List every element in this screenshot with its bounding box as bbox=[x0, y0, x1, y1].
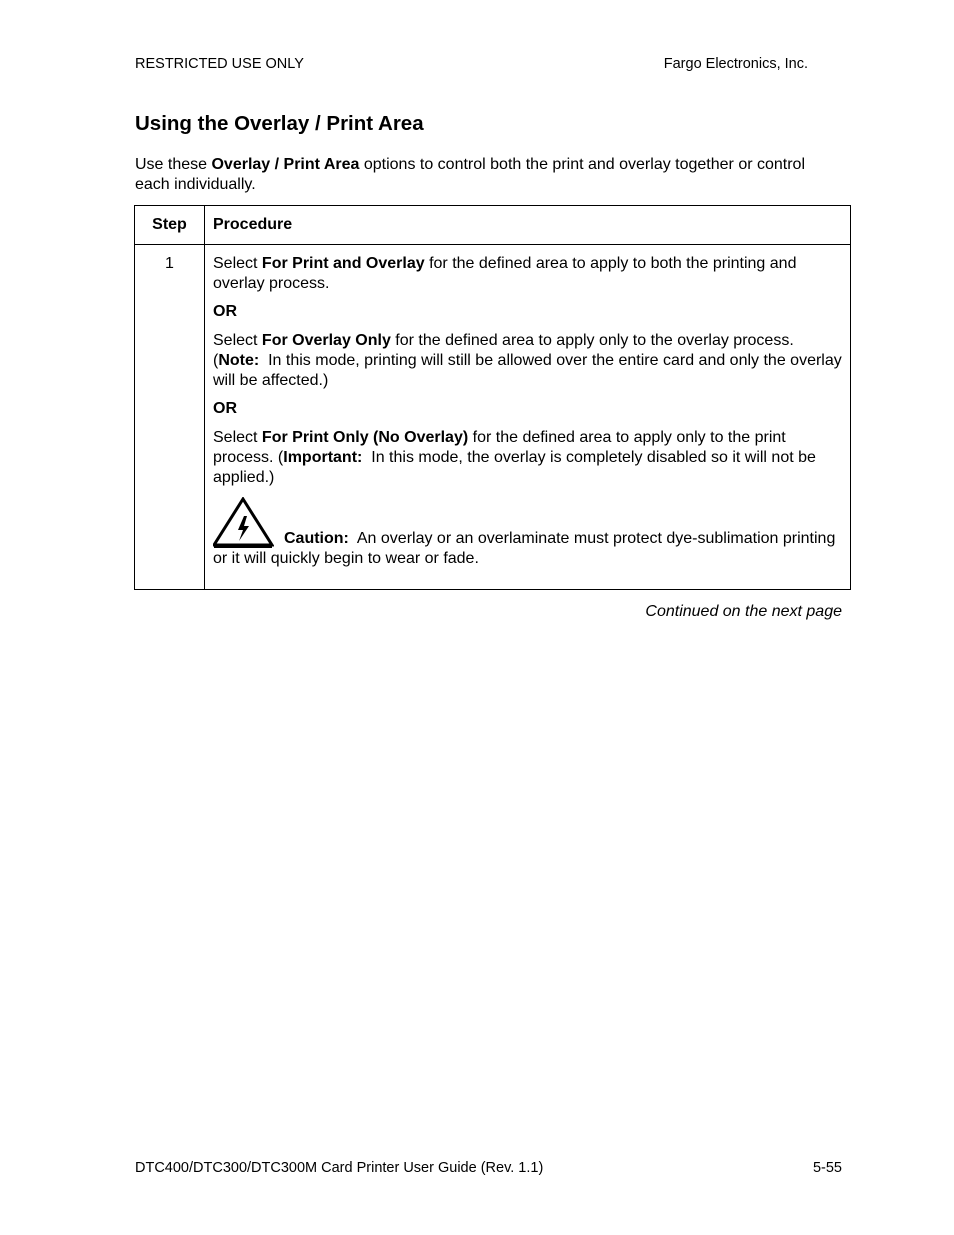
option-overlay-only bbox=[213, 331, 847, 391]
intro-text-bold: Overlay / Print Area bbox=[211, 156, 360, 173]
note-text: In this mode, printing will still be allowed over the entire card and only the overlay will be affected.) bbox=[213, 352, 847, 389]
option3-pre: Select bbox=[213, 429, 262, 446]
option3-mid: for the defined area to apply only to the print process. ( bbox=[213, 429, 786, 466]
intro-text-post: options to control both the print and overlay together or control each individually. bbox=[135, 156, 806, 193]
footer-page-number: 5-55 bbox=[812, 1160, 842, 1176]
intro-text-pre: Use these bbox=[135, 156, 212, 173]
intro-paragraph bbox=[135, 155, 835, 195]
table-header-row bbox=[135, 206, 851, 245]
section-title: Using the Overlay / Print Area bbox=[135, 112, 424, 135]
option2-pre: Select bbox=[213, 332, 262, 349]
important-label: Important: bbox=[283, 449, 363, 466]
option1-bold: For Print and Overlay bbox=[261, 255, 425, 272]
option-print-and-overlay bbox=[213, 254, 842, 294]
important-text: In this mode, the overlay is completely disabled so it will not be applied.) bbox=[213, 449, 821, 486]
procedure-column-header: Procedure bbox=[205, 206, 851, 245]
or-separator: OR bbox=[213, 400, 237, 417]
option1-post: for the defined area to apply to both the printing and overlay process. bbox=[213, 255, 797, 292]
option-print-only bbox=[213, 428, 842, 488]
header-company: Fargo Electronics, Inc. bbox=[663, 56, 808, 72]
option1-pre: Select bbox=[213, 255, 262, 272]
table-row bbox=[135, 245, 851, 590]
caution-block bbox=[213, 497, 842, 569]
procedure-cell bbox=[205, 245, 851, 590]
option2-bold: For Overlay Only bbox=[261, 332, 391, 349]
footer-guide-title: DTC400/DTC300/DTC300M Card Printer User Guide (Rev. 1.1) bbox=[135, 1160, 544, 1176]
or-separator: OR bbox=[213, 303, 237, 320]
header-restricted: RESTRICTED USE ONLY bbox=[135, 56, 304, 72]
caution-label: Caution: bbox=[284, 530, 349, 547]
option3-bold: For Print Only (No Overlay) bbox=[261, 429, 469, 446]
option2-mid: for the defined area to apply only to the overlay process. ( bbox=[213, 332, 794, 369]
continued-note: Continued on the next page bbox=[645, 603, 842, 620]
note-label: Note: bbox=[218, 352, 260, 369]
step-number: 1 bbox=[135, 245, 205, 590]
procedure-table bbox=[134, 205, 851, 590]
electrical-warning-icon bbox=[213, 497, 274, 549]
step-column-header: Step bbox=[135, 206, 205, 245]
caution-text: An overlay or an overlaminate must protect dye-sublimation printing or it will quickly begin to wear or fade. bbox=[213, 530, 840, 567]
